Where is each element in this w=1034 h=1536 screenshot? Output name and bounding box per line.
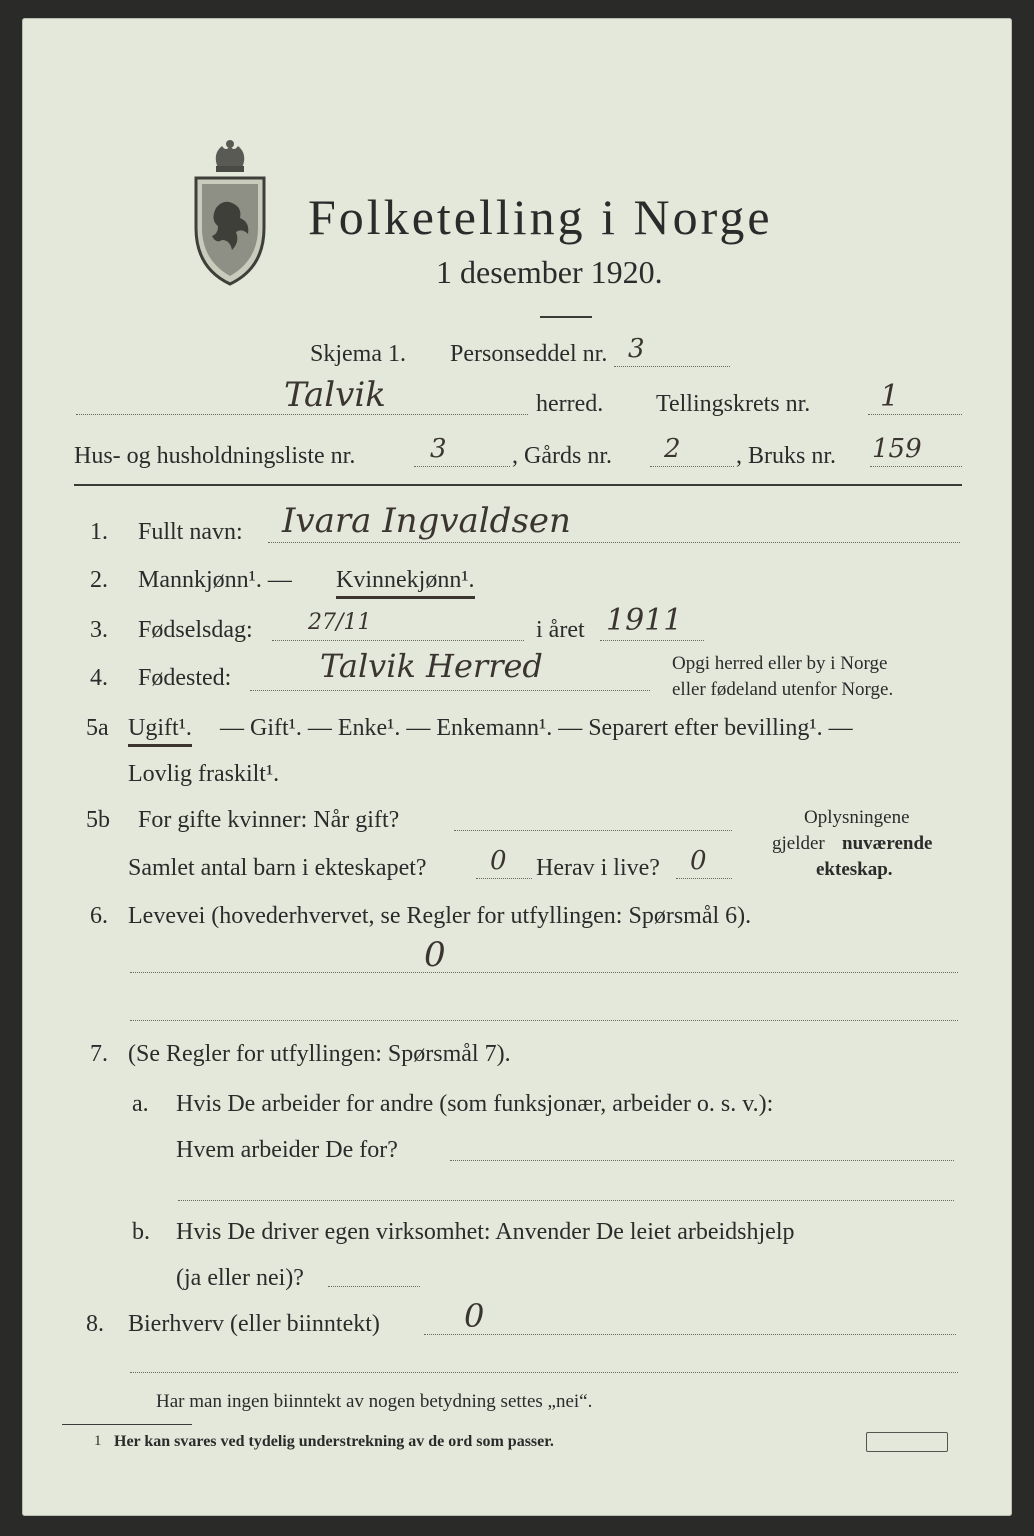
q1-label: Fullt navn: <box>138 519 243 545</box>
footnote-text: Her kan svares ved tydelig understrekning av de ord som passer. <box>114 1433 554 1450</box>
birthplace-value[interactable]: Talvik Herred <box>320 647 543 685</box>
marriage-note-1: Oplysningene <box>804 807 910 828</box>
birth-year-value[interactable]: 1911 <box>606 603 683 638</box>
female-option-underlined[interactable]: Kvinnekjønn¹. <box>336 568 475 599</box>
q8-number: 8. <box>86 1311 104 1337</box>
ugift-option-underlined[interactable]: Ugift¹. <box>128 716 192 747</box>
gards-value[interactable]: 2 <box>664 434 681 464</box>
q7b-letter: b. <box>132 1219 150 1245</box>
q4-label: Fødested: <box>138 665 232 691</box>
personseddel-label: Personseddel nr. <box>450 341 608 367</box>
norwegian-coat-of-arms-icon <box>188 138 272 286</box>
husliste-label: Hus- og husholdningsliste nr. <box>74 443 356 469</box>
footer-note: Har man ingen biinntekt av nogen betydning settes „nei“. <box>156 1391 593 1412</box>
gards-label: , Gårds nr. <box>512 443 612 469</box>
divider <box>540 316 592 318</box>
herred-value[interactable]: Talvik <box>284 375 386 415</box>
q2-number: 2. <box>90 567 108 593</box>
q8-label: Bierhverv (eller biinntekt) <box>128 1311 380 1337</box>
q5b-number: 5b <box>86 807 110 833</box>
alive-label: Herav i live? <box>536 855 660 881</box>
q7b-question: (ja eller nei)? <box>176 1265 304 1291</box>
birthplace-note-2: eller fødeland utenfor Norge. <box>672 679 894 700</box>
marital-options[interactable]: — Gift¹. — Enke¹. — Enkemann¹. — Separert efter bevilling¹. — <box>220 715 853 741</box>
tellingskrets-label: Tellingskrets nr. <box>656 391 811 417</box>
q7a-text: Hvis De arbeider for andre (som funksjonær, arbeider o. s. v.): <box>176 1091 774 1117</box>
q5a-number: 5a <box>86 715 109 741</box>
form-title: Folketelling i Norge <box>308 189 773 245</box>
q3-number: 3. <box>90 617 108 643</box>
birthplace-note-1: Opgi herred eller by i Norge <box>672 653 888 674</box>
children-label: Samlet antal barn i ekteskapet? <box>128 855 427 881</box>
personseddel-value[interactable]: 3 <box>628 334 645 364</box>
marriage-note-3: ekteskap. <box>816 859 893 880</box>
q7-number: 7. <box>90 1041 108 1067</box>
census-date: 1 desember 1920. <box>436 254 663 290</box>
lovlig-fraskilt-option[interactable]: Lovlig fraskilt¹. <box>128 761 280 787</box>
q1-number: 1. <box>90 519 108 545</box>
children-value[interactable]: 0 <box>490 846 507 876</box>
footnote-rule <box>62 1424 192 1425</box>
occupation-value[interactable]: 0 <box>424 935 446 975</box>
marriage-note-2b: nuværende <box>842 833 933 854</box>
q6-number: 6. <box>90 903 108 929</box>
q7-label: (Se Regler for utfyllingen: Spørsmål 7). <box>128 1041 511 1067</box>
skjema-label: Skjema 1. <box>310 341 406 367</box>
printer-stamp-icon <box>866 1432 948 1452</box>
q5b-label: For gifte kvinner: Når gift? <box>138 807 400 833</box>
tellingskrets-value[interactable]: 1 <box>880 379 900 414</box>
q7a-question: Hvem arbeider De for? <box>176 1137 398 1163</box>
header-rule <box>74 484 962 486</box>
bruks-label: , Bruks nr. <box>736 443 837 469</box>
q6-label: Levevei (hovederhvervet, se Regler for utfyllingen: Spørsmål 6). <box>128 903 752 929</box>
full-name-value[interactable]: Ivara Ingvaldsen <box>282 501 571 541</box>
q3-label: Fødselsdag: <box>138 617 253 643</box>
birthday-value[interactable]: 27/11 <box>308 610 372 635</box>
alive-value[interactable]: 0 <box>690 846 707 876</box>
q7a-letter: a. <box>132 1091 149 1117</box>
marriage-note-2a: gjelder <box>772 833 825 854</box>
bruks-value[interactable]: 159 <box>872 434 922 464</box>
side-income-value[interactable]: 0 <box>464 1297 485 1335</box>
male-option[interactable]: Mannkjønn¹. — <box>138 567 292 593</box>
q4-number: 4. <box>90 665 108 691</box>
herred-label: herred. <box>536 391 604 417</box>
husliste-value[interactable]: 3 <box>430 434 447 464</box>
q7b-text: Hvis De driver egen virksomhet: Anvender De leiet arbeidshjelp <box>176 1219 795 1245</box>
year-label: i året <box>536 617 585 643</box>
footnote-mark: 1 <box>94 1433 102 1449</box>
